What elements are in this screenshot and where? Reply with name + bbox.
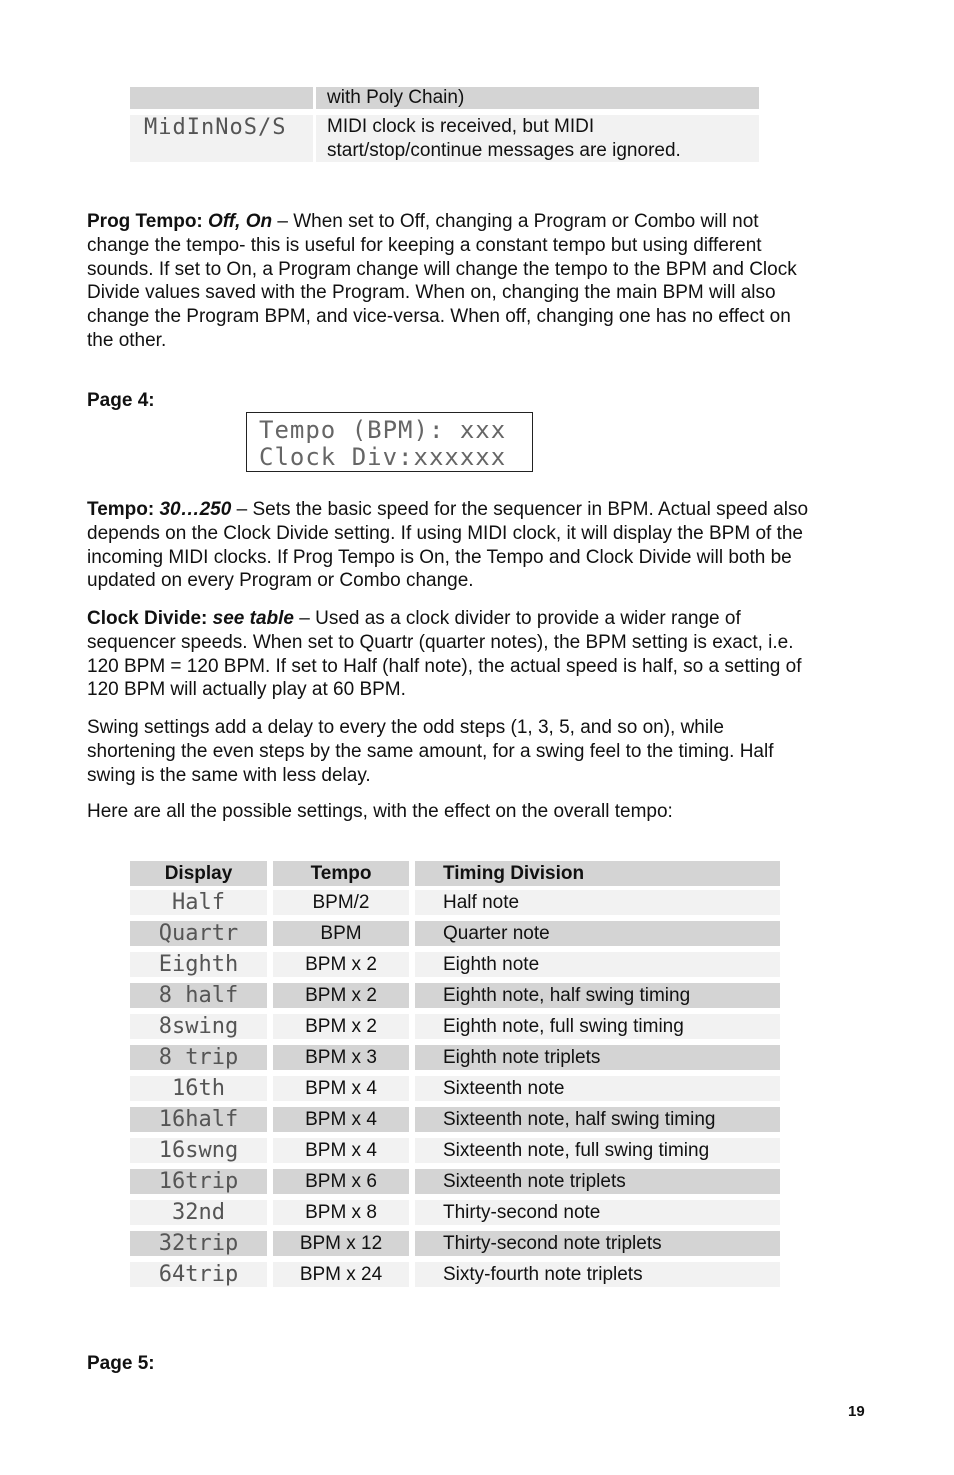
cell-division: Eighth note [415, 952, 780, 977]
line-text: – Sets the basic speed for the sequencer in BPM. Actual speed also [231, 499, 809, 520]
cell-tempo: BPM/2 [273, 890, 409, 915]
term-values: Off, On [208, 211, 273, 232]
paragraph-line: the other. [87, 329, 167, 351]
page-number: 19 [848, 1403, 865, 1420]
paragraph-line: change the Program BPM, and vice-versa. When off, changing one has no effect on [87, 306, 791, 328]
cell-display: 32nd [130, 1200, 267, 1225]
cell-tempo: BPM [273, 921, 409, 946]
paragraph-line: updated on every Program or Combo change. [87, 570, 474, 592]
term-values: 30…250 [159, 499, 232, 520]
cell-tempo: BPM x 2 [273, 952, 409, 977]
paragraph-line: Swing settings add a delay to every the odd steps (1, 3, 5, and so on), while [87, 717, 724, 738]
paragraph-line [87, 607, 872, 631]
cell-division: Sixty-fourth note triplets [415, 1262, 780, 1287]
table-row [130, 952, 780, 977]
cell-tempo: BPM x 12 [273, 1231, 409, 1256]
cell-division: Eighth note, full swing timing [415, 1014, 780, 1039]
table-row [130, 890, 780, 915]
cell-display: 16th [130, 1076, 267, 1101]
header-tempo: Tempo [273, 861, 409, 886]
cell-display: 64trip [130, 1262, 267, 1287]
cell-division: Thirty-second note triplets [415, 1231, 780, 1256]
cell-division: Quarter note [415, 921, 780, 946]
cell-tempo: BPM x 4 [273, 1107, 409, 1132]
paragraph-line: swing is the same with less delay. [87, 764, 371, 786]
table-row [130, 1231, 780, 1256]
cell-display: Half [130, 890, 267, 915]
cell-tempo: BPM x 4 [273, 1076, 409, 1101]
cell-tempo: BPM x 4 [273, 1138, 409, 1163]
cell-display: 16trip [130, 1169, 267, 1194]
cell-tempo: BPM x 24 [273, 1262, 409, 1287]
lcd-line-2: Clock Div:xxxxxx [259, 443, 507, 471]
prog-tempo-paragraph [87, 210, 872, 353]
line-text: – When set to Off, changing a Program or Combo will not [272, 211, 759, 232]
paragraph-line [87, 498, 872, 522]
table-row [130, 1045, 780, 1070]
cell-display: 8swing [130, 1014, 267, 1039]
swing-paragraph [87, 716, 872, 787]
paragraph-line [87, 210, 872, 234]
cell-division: Sixteenth note triplets [415, 1169, 780, 1194]
paragraph-line: shortening the even steps by the same amount, for a swing feel to the timing. Half [87, 740, 774, 762]
table-row [130, 1076, 780, 1101]
paragraph-line: depends on the Clock Divide setting. If using MIDI clock, it will display the BPM of the [87, 522, 803, 544]
cell-tempo: BPM x 6 [273, 1169, 409, 1194]
table-row [130, 1107, 780, 1132]
cell-tempo: BPM x 8 [273, 1200, 409, 1225]
cell-display: 8 half [130, 983, 267, 1008]
desc-line: MIDI clock is received, but MIDI [327, 116, 595, 137]
midi-table-display-cell: MidInNoS/S [130, 115, 313, 162]
table-row [130, 1138, 780, 1163]
header-display: Display [130, 861, 267, 886]
page-4-heading: Page 4: [87, 390, 155, 411]
midi-table-display-cell [130, 87, 313, 109]
clock-divide-paragraph [87, 607, 872, 702]
lcd-line-1: Tempo (BPM): xxx [259, 416, 507, 444]
term: Clock Divide: [87, 608, 208, 629]
term-values: see table [212, 608, 294, 629]
cell-display: 8 trip [130, 1045, 267, 1070]
table-row [130, 1014, 780, 1039]
cell-tempo: BPM x 3 [273, 1045, 409, 1070]
cell-division: Sixteenth note, full swing timing [415, 1138, 780, 1163]
cell-tempo: BPM x 2 [273, 983, 409, 1008]
paragraph-line: Divide values saved with the Program. When on, changing the main BPM will also [87, 282, 776, 304]
lcd-display [246, 412, 533, 472]
paragraph-line: sequencer speeds. When set to Quartr (quarter notes), the BPM setting is exact, i.e. [87, 631, 794, 653]
table-row [130, 1262, 780, 1287]
midi-table-desc-cell [316, 115, 759, 162]
cell-display: 16half [130, 1107, 267, 1132]
paragraph-line: incoming MIDI clocks. If Prog Tempo is On, the Tempo and Clock Divide will both be [87, 546, 792, 568]
cell-display: 32trip [130, 1231, 267, 1256]
cell-division: Eighth note, half swing timing [415, 983, 780, 1008]
paragraph-line: 120 BPM = 120 BPM. If set to Half (half note), the actual speed is half, so a setting of [87, 655, 802, 677]
midi-table-desc-cell: with Poly Chain) [316, 87, 759, 109]
table-row [130, 1169, 780, 1194]
table-header-row [130, 861, 780, 886]
cell-display: 16swng [130, 1138, 267, 1163]
header-division: Timing Division [415, 861, 780, 886]
cell-tempo: BPM x 2 [273, 1014, 409, 1039]
page-5-heading: Page 5: [87, 1353, 155, 1374]
paragraph-line: sounds. If set to On, a Program change will change the tempo to the BPM and Clock [87, 258, 797, 280]
intro-paragraph: Here are all the possible settings, with the effect on the overall tempo: [87, 801, 673, 822]
term: Prog Tempo: [87, 211, 203, 232]
cell-division: Half note [415, 890, 780, 915]
cell-division: Sixteenth note, half swing timing [415, 1107, 780, 1132]
cell-division: Thirty-second note [415, 1200, 780, 1225]
cell-display: Quartr [130, 921, 267, 946]
table-row [130, 983, 780, 1008]
table-row [130, 1200, 780, 1225]
line-text: – Used as a clock divider to provide a wider range of [293, 608, 741, 629]
term: Tempo: [87, 499, 155, 520]
paragraph-line: change the tempo- this is useful for keeping a constant tempo but using different [87, 234, 762, 256]
tempo-paragraph [87, 498, 872, 593]
cell-division: Eighth note triplets [415, 1045, 780, 1070]
desc-line: start/stop/continue messages are ignored. [327, 140, 681, 161]
cell-display: Eighth [130, 952, 267, 977]
cell-division: Sixteenth note [415, 1076, 780, 1101]
paragraph-line: 120 BPM will actually play at 60 BPM. [87, 679, 406, 701]
table-row [130, 921, 780, 946]
